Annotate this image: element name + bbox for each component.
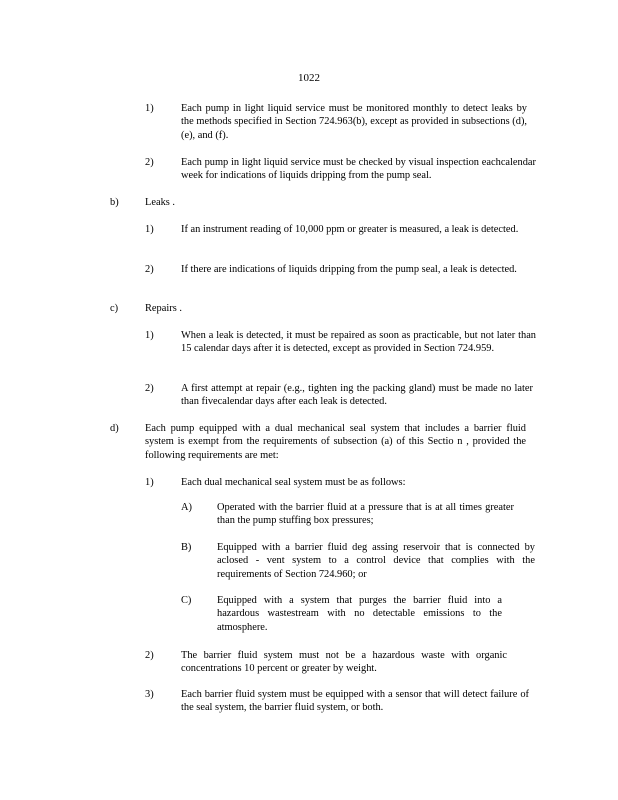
subsection-d-text: Each pump equipped with a dual mechanical seal system that includes a barrier fluid system is exempt from the requirements of subsection (a) of this Sectio n , provided the following requirements are met: — [145, 423, 526, 461]
item-a2-text: Each pump in light liquid service must be checked by visual inspection eachcalendar week for indications of liquids dripping from the pump seal. — [181, 157, 536, 182]
item-b1-label: 1) — [145, 224, 154, 235]
item-d1c-text: Equipped with a system that purges the barrier fluid into a hazardous wastestream with no detectable emissions to the atmosphere. — [217, 595, 502, 633]
item-c1-text: When a leak is detected, it must be repaired as soon as practicable, but not later than 15 calendar days after it is detected, except as provided in Section 724.959. — [181, 330, 536, 355]
item-c1-label: 1) — [145, 330, 154, 341]
item-d3-label: 3) — [145, 689, 154, 700]
item-d1a-text: Operated with the barrier fluid at a pressure that is at all times greater than the pump stuffing box pressures; — [217, 502, 514, 527]
item-b1-text: If an instrument reading of 10,000 ppm or greater is measured, a leak is detected. — [181, 224, 519, 235]
item-d1b-label: B) — [181, 542, 192, 553]
item-d1c-label: C) — [181, 595, 192, 606]
item-d1a-label: A) — [181, 502, 192, 513]
item-d1-label: 1) — [145, 477, 154, 488]
item-a1-label: 1) — [145, 103, 154, 114]
subsection-b-heading: Leaks . — [145, 197, 176, 208]
subsection-b-label: b) — [110, 197, 119, 208]
item-d1b-text: Equipped with a barrier fluid deg assing reservoir that is connected by aclosed - vent system to a control device that complies with the requirements of Section 724.960; or — [217, 542, 535, 580]
item-a1-text: Each pump in light liquid service must be monitored monthly to detect leaks by the methods specified in Section 724.963(b), except as provided in subsections (d), (e), and (f). — [181, 103, 527, 141]
item-c2-label: 2) — [145, 383, 154, 394]
item-d2-label: 2) — [145, 650, 154, 661]
item-b2-label: 2) — [145, 264, 154, 275]
page-number: 1022 — [298, 72, 320, 84]
subsection-c-heading: Repairs . — [145, 303, 182, 314]
subsection-d-label: d) — [110, 423, 119, 434]
item-c2-text: A first attempt at repair (e.g., tighten ing the packing gland) must be made no later than fivecalendar days after each leak is detected. — [181, 383, 533, 408]
item-d3-text: Each barrier fluid system must be equipped with a sensor that will detect failure of the seal system, the barrier fluid system, or both. — [181, 689, 529, 714]
subsection-c-label: c) — [110, 303, 119, 314]
item-d1-text: Each dual mechanical seal system must be as follows: — [181, 477, 406, 488]
item-b2-text: If there are indications of liquids dripping from the pump seal, a leak is detected. — [181, 264, 517, 275]
item-d2-text: The barrier fluid system must not be a hazardous waste with organic concentrations 10 percent or greater by weight. — [181, 650, 507, 675]
item-a2-label: 2) — [145, 157, 154, 168]
